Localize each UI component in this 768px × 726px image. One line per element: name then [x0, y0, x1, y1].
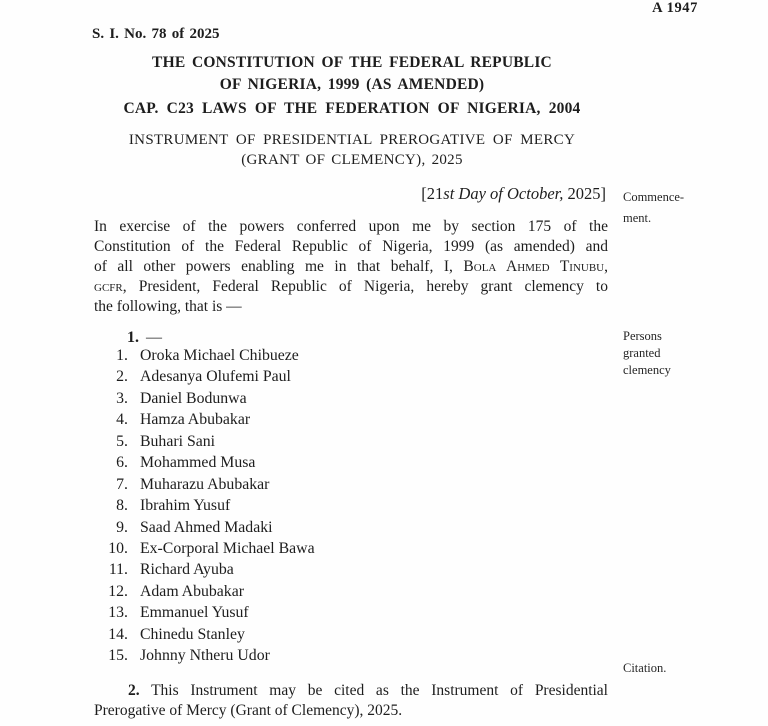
list-item [94, 433, 315, 454]
list-item-name: Adesanya Olufemi Paul [140, 368, 291, 386]
list-item-number: 5. [116, 432, 128, 450]
date-italic-part: st Day of October, [443, 184, 564, 203]
section-2-line [94, 681, 608, 701]
date-bracket-open: [21 [421, 184, 444, 203]
preamble-line: the following, that is — [94, 297, 242, 315]
list-item [94, 519, 315, 540]
list-item-number: 12. [108, 582, 128, 600]
list-item-number: 7. [116, 475, 128, 493]
margin-note-line: ment. [623, 210, 652, 225]
list-item-name: Hamza Abubakar [140, 411, 251, 429]
margin-note-line: granted [623, 345, 661, 360]
list-item [94, 476, 315, 497]
clemency-list [94, 347, 315, 669]
president-name: Bola Ahmed Tinubu [463, 257, 605, 275]
title-instrument-line1: INSTRUMENT OF PRESIDENTIAL PREROGATIVE OF MERCY [128, 132, 576, 148]
list-item-name: Ex-Corporal Michael Bawa [140, 539, 315, 557]
list-item-name: Ibrahim Yusuf [140, 497, 231, 515]
list-item [94, 347, 315, 368]
date-bracket-close: 2025] [563, 184, 606, 203]
list-item-name: Daniel Bodunwa [140, 389, 247, 407]
list-item [94, 454, 315, 475]
commencement-date [94, 184, 606, 204]
margin-note-citation: Citation. [623, 661, 667, 675]
title-cap-line: CAP. C23 LAWS OF THE FEDERATION OF NIGERIA, 2004 [123, 100, 581, 117]
list-item-number: 8. [116, 497, 128, 515]
list-item-number: 10. [108, 539, 128, 557]
list-item-number: 2. [116, 368, 128, 386]
list-item-name: Saad Ahmed Madaki [140, 518, 273, 536]
list-item [94, 390, 315, 411]
list-item-number: 9. [116, 518, 128, 536]
list-item-name: Buhari Sani [140, 432, 216, 450]
list-item [94, 540, 315, 561]
list-item-number: 15. [108, 647, 128, 665]
section-2-text: This Instrument may be cited as the Instrument of Presidential [139, 682, 608, 699]
section-number: 1. [127, 329, 139, 346]
list-item-name: Richard Ayuba [140, 561, 234, 579]
list-item-name: Muharazu Abubakar [140, 475, 270, 493]
margin-note-line: clemency [623, 362, 671, 377]
preamble-line [94, 257, 608, 277]
preamble-line: In exercise of the powers conferred upon me by section 175 of the [94, 218, 608, 235]
list-item-number: 4. [116, 411, 128, 429]
preamble-text: of all other powers enabling me in that behalf, I, [94, 257, 464, 275]
section-2-line: Prerogative of Mercy (Grant of Clemency), 2025. [94, 702, 403, 720]
preamble-paragraph [94, 217, 608, 317]
margin-note-line: Persons [623, 329, 662, 343]
list-item [94, 647, 315, 668]
page-number: A 1947 [652, 0, 698, 16]
list-item-name: Johnny Ntheru Udor [140, 647, 270, 665]
list-item [94, 411, 315, 432]
section-number: 2. [128, 682, 140, 699]
margin-note-line: Commence- [623, 190, 685, 204]
list-item [94, 368, 315, 389]
list-item-number: 3. [116, 389, 128, 407]
preamble-line: Constitution of the Federal Republic of Nigeria, 1999 (as amended) and [94, 237, 608, 255]
preamble-line [94, 277, 608, 297]
list-item-name: Mohammed Musa [140, 454, 256, 472]
preamble-text: , President, Federal Republic of Nigeria, hereby grant clemency to [122, 277, 608, 295]
list-item [94, 561, 315, 582]
title-instrument-line2: (GRANT OF CLEMENCY), 2025 [241, 152, 463, 168]
section-2-paragraph [94, 681, 608, 721]
section-dash: — [146, 329, 162, 346]
honorific-gcfr: gcfr [94, 277, 123, 295]
si-number: S. I. No. 78 of 2025 [92, 26, 220, 42]
list-item [94, 604, 315, 625]
list-item-name: Adam Abubakar [140, 582, 244, 600]
list-item-number: 6. [116, 454, 128, 472]
list-item-name: Emmanuel Yusuf [140, 604, 249, 622]
list-item-name: Oroka Michael Chibueze [140, 347, 299, 364]
list-item-number: 14. [108, 625, 128, 643]
preamble-text: , [604, 257, 608, 275]
title-constitution-line1: THE CONSTITUTION OF THE FEDERAL REPUBLIC [152, 54, 552, 71]
list-item [94, 497, 315, 518]
section-1-heading [127, 329, 162, 347]
list-item-number: 11. [108, 561, 128, 579]
list-item-name: Chinedu Stanley [140, 625, 245, 643]
list-item-number: 1. [116, 347, 128, 364]
margin-note-persons-granted-clemency [623, 328, 671, 378]
list-item [94, 626, 315, 647]
list-item-number: 13. [108, 604, 128, 622]
margin-note-commencement [623, 187, 684, 228]
list-item [94, 583, 315, 604]
title-constitution-line2: OF NIGERIA, 1999 (AS AMENDED) [219, 76, 485, 93]
